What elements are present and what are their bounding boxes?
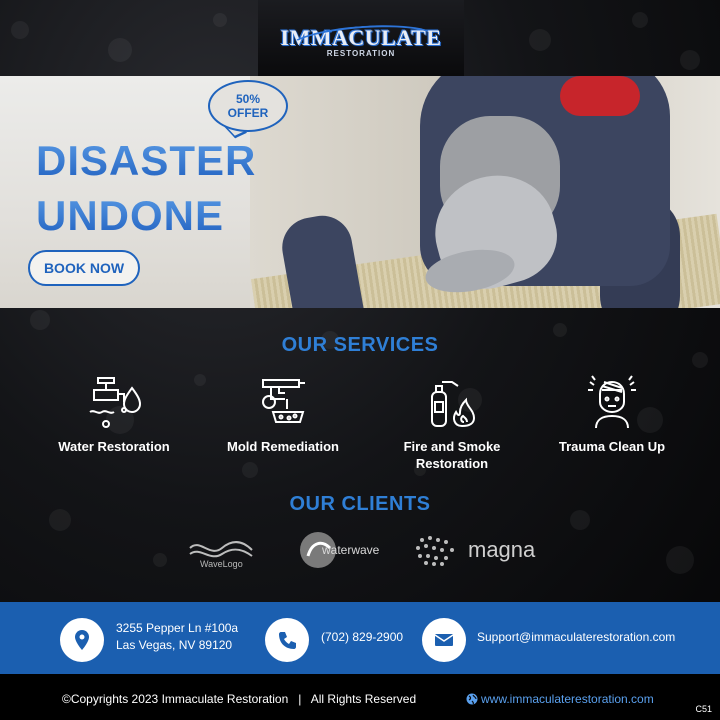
email-envelope-icon xyxy=(422,618,466,662)
hero-headline-line1: DISASTER xyxy=(36,137,257,184)
contact-phone[interactable]: (702) 829-2900 xyxy=(321,630,404,644)
hero-headline-line2: UNDONE xyxy=(36,192,225,239)
address-line1: 3255 Pepper Ln #100a xyxy=(116,621,239,635)
water-faucet-icon xyxy=(84,372,144,432)
flyer-code: C51 xyxy=(695,704,712,714)
service-water-restoration[interactable] xyxy=(29,372,199,455)
service-trauma-clean-up[interactable] xyxy=(527,372,697,455)
location-pin-icon xyxy=(60,618,104,662)
client-name-magna: magna xyxy=(468,537,536,562)
contact-bar xyxy=(0,602,720,674)
book-now-button[interactable]: BOOK NOW xyxy=(28,250,140,286)
fire-extinguisher-icon xyxy=(422,372,482,432)
website-url: www.immaculaterestoration.com xyxy=(481,692,654,706)
services-title: OUR SERVICES xyxy=(281,334,439,356)
logo-sub-text: RESTORATION xyxy=(326,48,396,58)
offer-percent: 50% xyxy=(235,92,261,106)
offer-speech-bubble xyxy=(208,80,288,132)
service-label: Trauma Clean Up xyxy=(558,439,666,454)
service-label: Mold Remediation xyxy=(227,439,339,454)
copyright-text: ©Copyrights 2023 Immaculate Restoration | All Rights Reserved xyxy=(62,692,417,706)
address-line2: Las Vegas, NV 89120 xyxy=(116,638,233,652)
service-mold-remediation[interactable] xyxy=(198,372,368,455)
client-logo-wavelogo[interactable] xyxy=(186,528,256,572)
phone-icon xyxy=(265,618,309,662)
footer xyxy=(0,674,720,720)
clients-title: OUR CLIENTS xyxy=(289,493,431,515)
magna-pattern-icon xyxy=(412,532,460,568)
mold-pipe-icon xyxy=(253,372,313,432)
offer-label: OFFER xyxy=(227,106,269,120)
website-link[interactable] xyxy=(466,692,654,706)
globe-icon xyxy=(466,693,478,705)
company-logo[interactable] xyxy=(258,0,464,76)
client-name-wavelogo: WaveLogo xyxy=(200,559,243,569)
client-logo-magna[interactable] xyxy=(412,528,535,572)
client-logo-waterwave[interactable] xyxy=(298,528,379,572)
logo-main-text: IMMACULATE xyxy=(280,24,442,50)
hero-photo-worker-collar xyxy=(560,76,640,116)
injured-person-icon xyxy=(582,372,642,432)
service-label: Fire and Smoke Restoration xyxy=(403,439,501,471)
contact-address[interactable] xyxy=(116,620,238,654)
contact-email[interactable]: Support@immaculaterestoration.com xyxy=(477,630,676,644)
service-fire-smoke-restoration[interactable] xyxy=(367,372,537,472)
service-label: Water Restoration xyxy=(58,439,170,454)
client-name-waterwave: waterwave xyxy=(322,543,380,557)
